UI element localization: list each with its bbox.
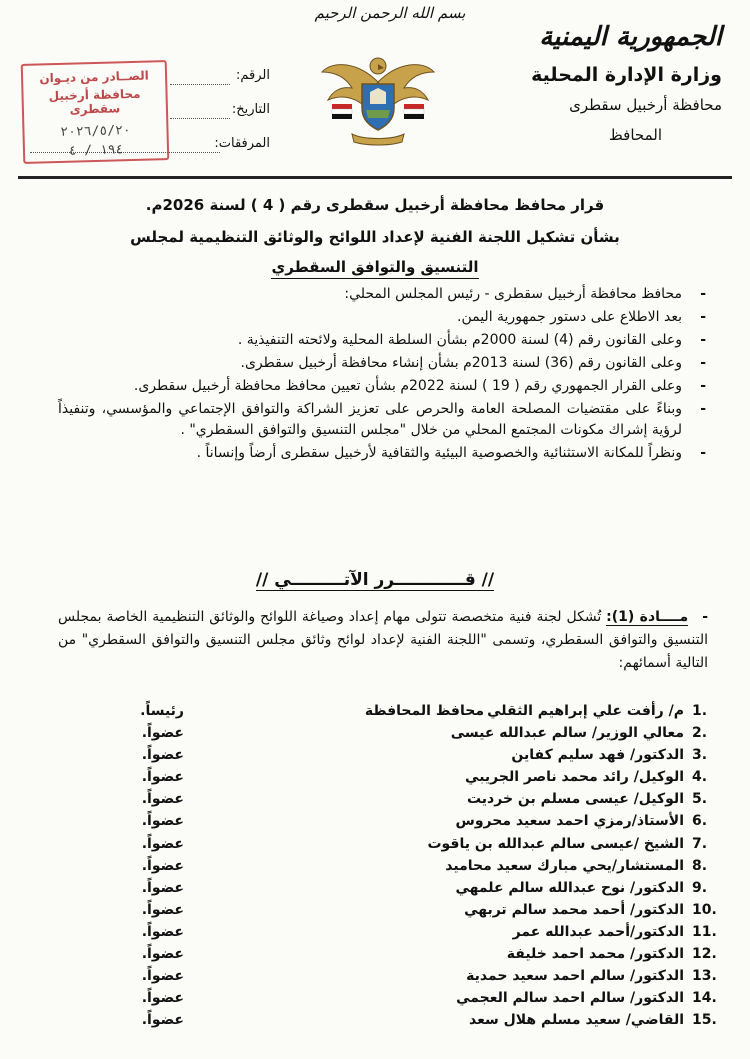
member-name: م/ رأفت علي إبراهيم الثقلي: [487, 703, 684, 719]
preamble-item: - ونظراً للمكانة الاستثنائية والخصوصية البيئية والثقافية لأرخبيل سقطرى أرضاً وإنساناً .: [58, 443, 708, 464]
decree-subject-line2: التنسيق والتوافق السقطري: [60, 258, 690, 276]
article-1: -مــــادة (1): تُشكل لجنة فنية متخصصة تتولى مهام إعداد وصياغة اللوائح والوثائق التنظيمية الخاصة بمجلس التنسيق والتوافق السقطري، وتسمى "اللجنة الفنية لإعداد لوائح وثائق مجلس التنسيق والتوافق السقطري" من التالية أسمائهم:: [58, 609, 709, 671]
preamble-item: - وعلى القانون رقم (4) لسنة 2000م بشأن السلطة المحلية ولائحته التنفيذية .: [58, 330, 708, 351]
member-name: الدكتور/ سالم احمد سالم العجمي: [456, 990, 684, 1007]
member-role: عضواً.: [141, 725, 184, 742]
member-name: القاضي/ سعيد مسلم هلال سعد: [468, 1012, 684, 1029]
member-row: 2. معالي الوزير/ سالم عبدالله عيسى عضواً.: [124, 722, 714, 744]
member-row: 11. الدكتور/أحمد عبدالله عمر عضواً.: [124, 921, 714, 943]
letterhead: [512, 18, 722, 144]
member-name: الدكتور/ سالم احمد سعيد حمدية: [466, 968, 684, 985]
governorate-title: محافظة أرخبيل سقطرى: [569, 96, 722, 114]
member-row: 1. م/ رأفت علي إبراهيم الثقلي محافظ المحافظة رئيساً.: [124, 700, 714, 722]
member-row: 6. الأستاذ/رمزي احمد سعيد محروس عضواً.: [124, 810, 714, 832]
member-row: 10. الدكتور/ أحمد محمد سالم تربهي عضواً.: [124, 899, 714, 921]
member-role: رئيساً.: [140, 703, 184, 719]
header-divider: [18, 176, 732, 179]
date-dots: [170, 118, 230, 119]
member-row: 8. المستشار/يحي مبارك سعيد محاميد عضواً.: [124, 855, 714, 877]
member-name: المستشار/يحي مبارك سعيد محاميد: [445, 857, 684, 874]
member-role: عضواً.: [141, 879, 184, 896]
members-list: [124, 700, 717, 1031]
member-role: عضواً.: [141, 946, 184, 963]
member-role: عضواً.: [141, 901, 184, 918]
ministry-title: وزارة الإدارة المحلية: [531, 64, 722, 86]
article-label: مــــادة (1):: [606, 609, 689, 625]
decree-title: قرار محافظ محافظة أرخبيل سقطرى رقم ( 4 ) لسنة 2026م.: [145, 196, 605, 214]
member-position: محافظ المحافظة: [364, 703, 484, 719]
preamble-item: - بعد الاطلاع على دستور جمهورية اليمن.: [58, 307, 708, 328]
member-row: 9. الدكتور/ نوح عبدالله سالم علمهي عضواً.: [124, 877, 714, 899]
attachments-label: المرفقات:: [214, 136, 270, 151]
member-name: الدكتور/ أحمد محمد سالم تربهي: [464, 901, 684, 918]
member-row: 15. القاضي/ سعيد مسلم هلال سعد عضواً.: [124, 1009, 714, 1031]
eagle-emblem-icon: [318, 42, 438, 152]
member-row: 7. الشيخ /عيسى سالم عبدالله بن ياقوت عضواً.: [124, 833, 714, 855]
member-name: الشيخ /عيسى سالم عبدالله بن ياقوت: [427, 835, 684, 852]
member-name: الدكتور/ نوح عبدالله سالم علمهي: [455, 879, 684, 896]
member-name: الدكتور/أحمد عبدالله عمر: [512, 923, 684, 940]
member-role: عضواً.: [141, 857, 184, 874]
member-role: عضواً.: [141, 923, 184, 940]
preamble-item: - وبناءً على مقتضيات المصلحة العامة والحرص على تعزيز الشراكة والتوافق الإجتماعي والمؤسسي، وتنفيذاً لرؤية إشراك مكونات المجتمع المحلي من خلال "مجلس التنسيق والتوافق السقطري" .: [58, 399, 708, 441]
outgoing-stamp: [21, 60, 170, 164]
stamp-line-2: محافظة أرخبيل سقطرى: [48, 86, 141, 117]
member-role: عضواً.: [141, 835, 184, 852]
republic-title: الجمهورية اليمنية: [539, 22, 722, 52]
stamp-line-1: الصــادر من ديـوان: [39, 68, 149, 86]
member-row: 14. الدكتور/ سالم احمد سالم العجمي عضواً.: [124, 987, 714, 1009]
stamp-date: ٢٠٢٦/٥/٢٠: [60, 123, 131, 140]
decision-heading: // قــــــــــــرر الآتـــــــــي //: [255, 570, 495, 590]
article-text: تُشكل لجنة فنية متخصصة تتولى مهام إعداد وصياغة اللوائح والوثائق التنظيمية الخاصة بمجلس التنسيق والتوافق السقطري، وتسمى "اللجنة الفنية لإعداد لوائح وثائق مجلس التنسيق والتوافق السقطري" من التالية أسمائهم:: [58, 609, 708, 671]
member-row: 13. الدكتور/ سالم احمد سعيد حمدية عضواً.: [124, 965, 714, 987]
member-name: الأستاذ/رمزي احمد سعيد محروس: [455, 813, 684, 830]
preamble-item: - وعلى القانون رقم (36) لسنة 2013م بشأن إنشاء محافظة أرخبيل سقطرى.: [58, 353, 708, 374]
office-title: المحافظ: [608, 126, 662, 144]
member-role: عضواً.: [141, 1012, 184, 1029]
member-name: الدكتور/ محمد احمد خليفة: [506, 946, 684, 963]
member-name: الوكيل/ رائد محمد ناصر الجريبي: [465, 769, 684, 786]
member-name: معالي الوزير/ سالم عبدالله عيسى: [450, 725, 684, 742]
member-name: الوكيل/ عيسى مسلم بن خرديت: [466, 791, 684, 808]
member-role: عضواً.: [141, 747, 184, 764]
stamp-number: ١٩٤ / ٤: [68, 142, 124, 159]
date-label: التاريخ:: [231, 102, 270, 117]
member-role: عضواً.: [141, 813, 184, 830]
preamble-item: - محافظ محافظة أرخبيل سقطرى - رئيس المجلس المحلي:: [58, 284, 708, 305]
number-dots: [170, 84, 230, 85]
member-row: 5. الوكيل/ عيسى مسلم بن خرديت عضواً.: [124, 788, 714, 810]
preamble-item: - وعلى القرار الجمهوري رقم ( 19 ) لسنة 2022م بشأن تعيين محافظ محافظة أرخبيل سقطرى.: [58, 376, 708, 397]
member-role: عضواً.: [141, 769, 184, 786]
member-row: 3. الدكتور/ فهد سليم كفاين عضواً.: [124, 744, 714, 766]
basmala: بسم الله الرحمن الرحيم: [314, 4, 466, 22]
preamble-list: [58, 284, 708, 466]
member-row: 12. الدكتور/ محمد احمد خليفة عضواً.: [124, 943, 714, 965]
member-role: عضواً.: [141, 968, 184, 985]
decree-subject-line1: بشأن تشكيل اللجنة الفنية لإعداد اللوائح والوثائق التنظيمية لمجلس: [130, 228, 620, 246]
member-role: عضواً.: [141, 990, 184, 1007]
number-label: الرقم:: [236, 68, 270, 83]
member-role: عضواً.: [141, 791, 184, 808]
member-name: الدكتور/ فهد سليم كفاين: [511, 747, 684, 764]
member-row: 4. الوكيل/ رائد محمد ناصر الجريبي عضواً.: [124, 766, 714, 788]
